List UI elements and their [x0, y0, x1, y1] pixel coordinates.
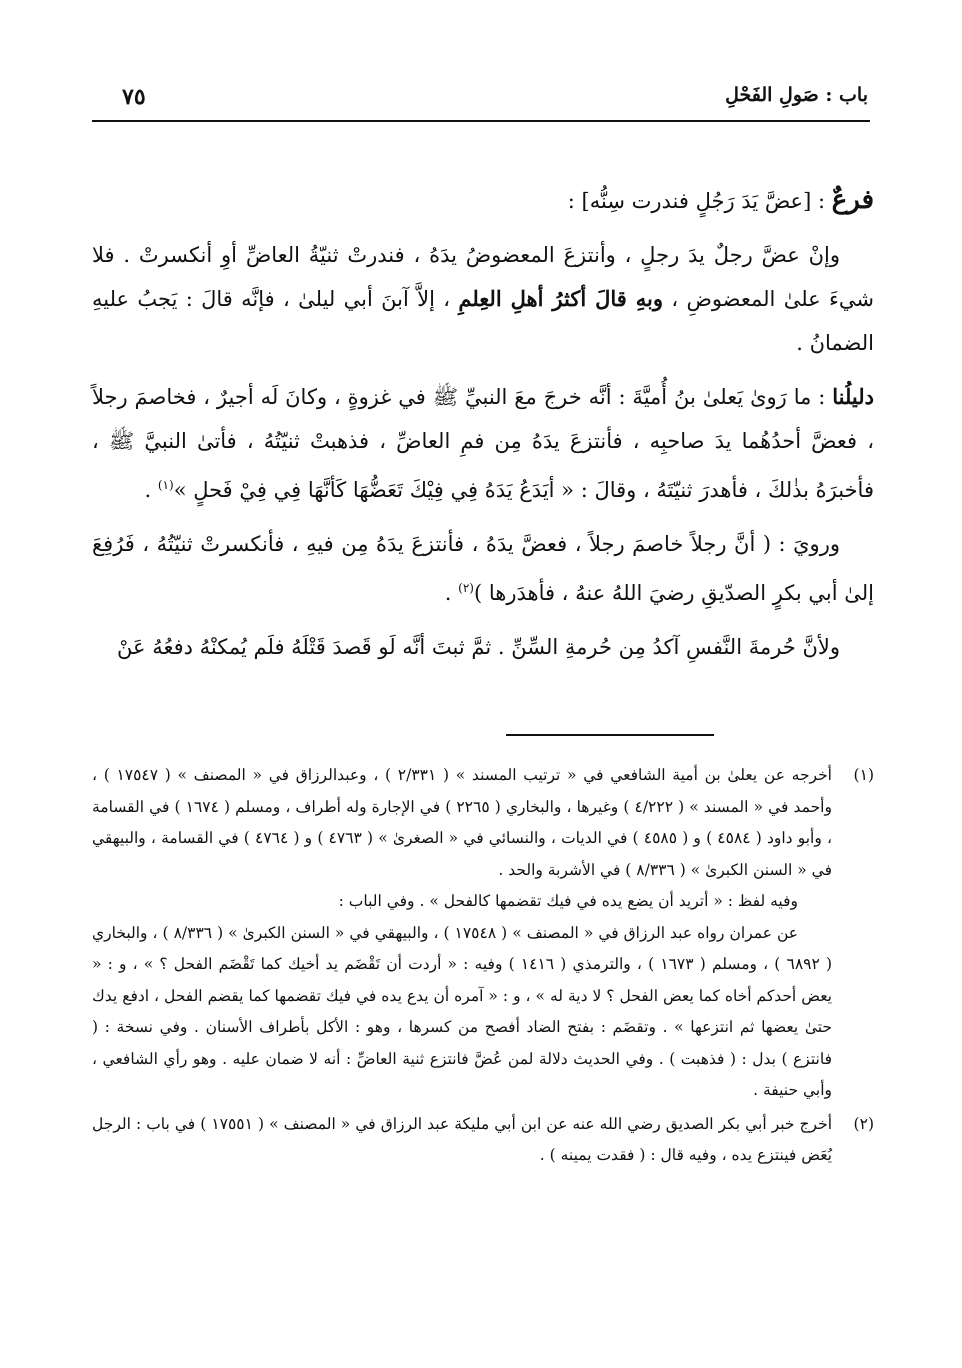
footnotes: [92, 760, 874, 1172]
footnote-paragraph: أخرج خبر أبي بكر الصديق رضي الله عنه عن ابن أبي مليكة عبد الرزاق في « المصنف » ( ١٧٥٥١ ) في باب : الرجل يُعَض فينتزع يده ، وفيه قال : ( فقدت يمينه ) .: [92, 1114, 832, 1164]
evidence-label: دليلُنا: [832, 384, 874, 409]
narration-text: ورويَ : ( أنَّ رجلاً خاصمَ رجلاً ، فعضَّ يدَهُ ، فأنتزعَ يدَهُ مِن فيهِ ، فأنكسرتْ ثنيّتُهُ ، فَرُفِعَ إلىٰ أبي بكرٍ الصدّيقِ رضيَ اللهُ عنهُ ، فأهدَرها ): [92, 532, 874, 605]
running-header: [92, 76, 870, 122]
footnote-separator: [506, 734, 714, 736]
ruling-text-end: ، إلاَّ آبنَ أبي ليلىٰ ، فإنَّه قالَ : يَجبُ عليهِ الضمانُ .: [92, 287, 874, 355]
footnote-paragraph: وفيه لفظ : « أتريد أن يضع يده في فيك تقضمها كالفحل » . وفي الباب :: [338, 892, 798, 910]
narration-text-end: .: [444, 581, 459, 605]
footnote-2: [92, 1109, 874, 1172]
footnote-ref-2: (٢): [458, 581, 474, 595]
branch-label: فرعٌ: [831, 185, 874, 215]
reasoning-text: ولأنَّ حُرمةَ النَّفسِ آكدُ مِن حُرمةِ السِّنِّ . ثمَّ ثبتَ أنَّه لَو قَصدَ قَتْلَهُ فلَم يُمكنْهُ دفعُهُ عَنْ: [117, 635, 840, 659]
ruling-text-start: وإنْ عضَّ رجلٌ يدَ رجلٍ ، وأنتزعَ المعضوضُ يدَهُ ، فندرتْ ثنيّةُ العاضِّ أوِ أنكسرتْ . فلا شيءَ علىٰ المعضوضِ ،: [92, 243, 874, 311]
footnote-paragraph: أخرجه عن يعلىٰ بن أمية الشافعي في « ترتيب المسند » ( ٢/٣٣١ ) ، وعبدالرزاق في « المصنف » ( ١٧٥٤٧ ) ، وأحمد في « المسند » ( ٤/٢٢٢ ) وغيرها ، والبخاري ( ٢٢٦٥ ) في الإجارة وله أطراف ، ومسلم ( ١٦٧٤ ) في القسامة ، وأبو داود ( ٤٥٨٤ ) و ( ٤٥٨٥ ) في الديات ، والنسائي في « الصغرىٰ » ( ٤٧٦٣ ) و ( ٤٧٦٤ ) في القسامة ، والبيهقي في « السنن الكبرىٰ » ( ٨/٣٣٦ ) في الأشربة والحد .: [92, 766, 833, 879]
footnote-number: (١): [853, 766, 874, 784]
branch-heading: [92, 178, 874, 223]
footnote-text: [92, 1109, 832, 1172]
evidence-text-end: .: [144, 478, 158, 502]
chapter-title: باب : صَولِ الفَحْلِ: [725, 84, 868, 106]
branch-text: : [عضَّ يَدَ رَجُلٍ فندرت سِنُّه] :: [567, 189, 832, 213]
main-text: [92, 178, 874, 679]
footnote-ref-1: (١): [157, 478, 174, 492]
footnote-1: [92, 760, 874, 1107]
footnote-paragraph: عن عمران رواه عبد الرزاق في « المصنف » ( ١٧٥٤٨ ) ، والبيهقي في « السنن الكبرىٰ » ( ٨/٣٣٦ ) ، والبخاري ( ٦٨٩٢ ) ، ومسلم ( ١٦٧٣ ) ، والترمذي ( ١٤١٦ ) وفيه : « أردت أن تَقْضَم يد أخيك كما تَقْضَم الفحل ؟ » ، و : « يعض أحدكم أخاه كما يعض الفحل ؟ لا دية له » ، و : « آمره أن يدع يده في فيك تقضمها كما يقضم الفحل ، ادفع يدك حتىٰ يعضها ثم انتزعها » . وتقضَم : بفتح الضاد أفصح من كسرها ، وهو : الأكل بأطراف الأسنان . وفي نسخة : ( فانتزع ) بدل : ( فذهبت ) . وفي الحديث دلالة لمن عُضَّ فانتزع ثنية العاضِّ : أنه لا ضمان عليه . وهو رأي الشافعي ، وأبي حنيفة .: [92, 923, 833, 1099]
paragraph-evidence: [92, 375, 874, 512]
footnote-number: (٢): [853, 1114, 874, 1133]
ruling-text-bold: وبهِ قالَ أكثرُ أهلِ العِلمِ: [458, 286, 664, 311]
paragraph-narration: [92, 522, 874, 615]
footnote-text: [92, 760, 832, 1107]
paragraph-ruling: [92, 233, 874, 365]
paragraph-reasoning: [92, 625, 874, 669]
evidence-text: : ما رَوىٰ يَعلىٰ بنُ أُميَّةَ : أنَّه خرجَ معَ النبيِّ ﷺ في غزوةٍ ، وكانَ لَه أجيرٌ ، فخاصمَ رجلاً ، فعضَّ أحدُهُما يدَ صاحبِه ، فأنتزعَ يدَهُ مِن فمِ العاضِّ ، فذهبتْ ثنيّتُهُ ، فأتىٰ النبيَّ ﷺ ، فأخبرَهُ بذٰلكَ ، فأهدرَ ثنيّتَهُ ، وقالَ : « أيَدَعُ يَدَهُ فِي فِيْكَ تَعَضُّهَا كَأنَّهَا فِي فِيْ فَحلٍ »: [92, 385, 874, 502]
page-number: ٧٥: [122, 84, 146, 110]
